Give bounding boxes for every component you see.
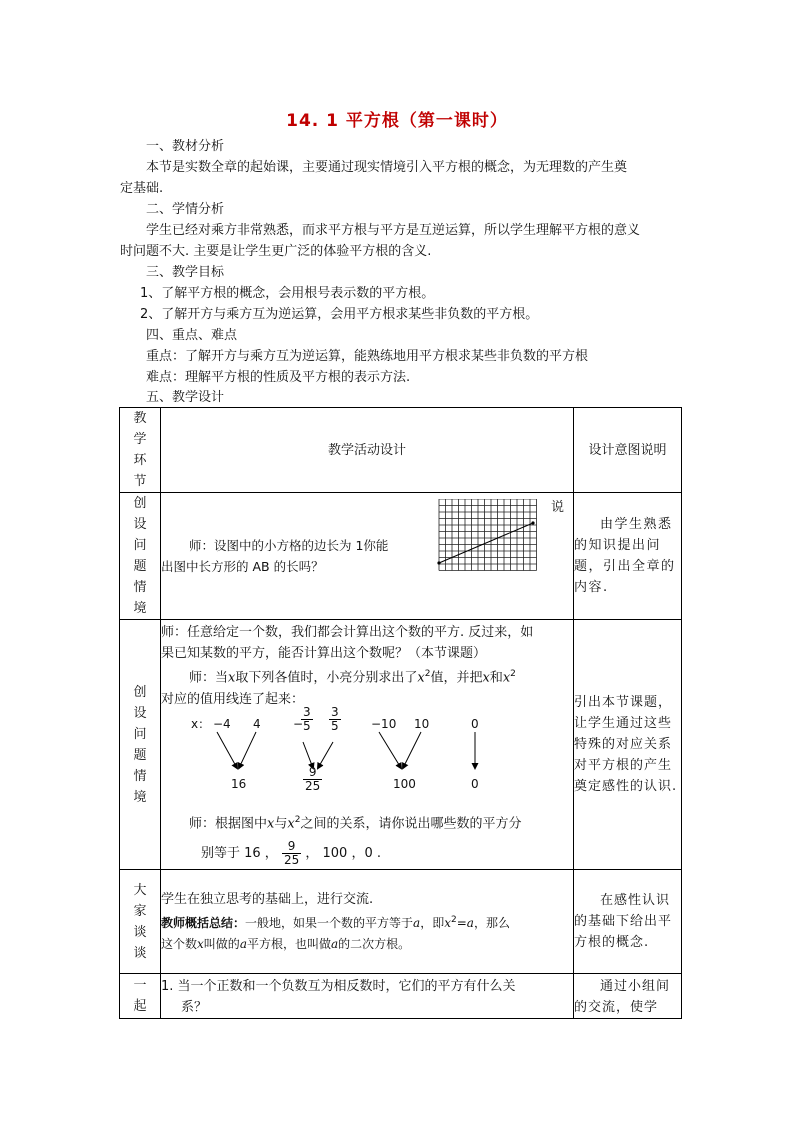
section-heading-key-points: 四、重点、难点 (146, 328, 238, 343)
definition-text: 这个数x叫做的a平方根，也叫做a的二次方根。 (161, 936, 411, 951)
arrow (217, 732, 237, 768)
square-value: $\frac{9}{25}$ (305, 764, 321, 793)
paragraph-text: 定基础. (120, 181, 164, 196)
header-section: 教 学 环 节 (120, 408, 161, 493)
page-title: 14. 1 平方根（第一课时） (286, 111, 508, 131)
grid-lines (439, 499, 537, 571)
section-heading-design: 五、教学设计 (146, 390, 225, 405)
mapping-arrows (161, 728, 561, 776)
activity-cell (161, 974, 574, 1019)
header-activity: 教学活动设计 (161, 408, 574, 493)
activity-text: 果已知某数的平方，能否计算出这个数呢？（本节课题） (161, 646, 487, 662)
row-section: 创 设 问 题 情 境 (120, 620, 161, 870)
x-value: 10 (414, 716, 430, 731)
table-row (120, 974, 682, 1019)
arrow (403, 732, 421, 768)
difficult-point: 难点：理解平方根的性质及平方根的表示方法. (146, 370, 411, 385)
activity-text: 师：根据图中x与$x^2$之间的关系，请你说出哪些数的平方分 (189, 814, 522, 831)
paragraph-text: 本节是实数全章的起始课，主要通过现实情境引入平方根的概念，为无理数的产生奠 (146, 160, 628, 175)
mapping-diagram (161, 704, 573, 810)
table-header-row (120, 408, 682, 493)
square-value: 0 (471, 776, 479, 791)
row-section: 创 设 问 题 情 境 (120, 493, 161, 620)
key-point: 重点：了解开方与乘方互为逆运算，能熟练地用平方根求某些非负数的平方根 (146, 349, 589, 364)
table-row (120, 620, 682, 870)
teaching-design-table (119, 407, 682, 1019)
activity-cell (161, 620, 574, 870)
goal-item: 2、了解开方与乘方互为逆运算，会用平方根求某些非负数的平方根。 (140, 307, 539, 322)
intent-cell: 在感性认识的基础下给出平方根的概念. (574, 870, 682, 974)
x-value: − (293, 716, 304, 731)
section-heading-students: 二、学情分析 (146, 202, 225, 217)
x-value: −10 (371, 716, 397, 731)
activity-text: 1. 当一个正数和一个负数互为相反数时，它们的平方有什么关 (161, 979, 516, 994)
x-value: 0 (471, 716, 479, 731)
activity-text: 出图中长方形的 AB 的长吗？ (161, 559, 324, 574)
activity-text: 师：当x取下列各值时，小亮分别求出了$x^2$值，并把x和$x^2$ (189, 669, 516, 686)
intent-cell: 由学生熟悉的知识提出问题，引出全章的内容. (574, 493, 682, 620)
activity-text: 系？ (181, 1000, 208, 1015)
table-row (120, 870, 682, 974)
table-row (120, 493, 682, 620)
activity-text: 师：设图中的小方格的边长为 1你能 (189, 538, 389, 553)
intent-cell: 通过小组间的交流，使学 (574, 974, 682, 1019)
segment-ab (439, 523, 533, 563)
arrow (379, 732, 401, 768)
activity-text: 师：任意给定一个数，我们都会计算出这个数的平方. 反过来，如 (161, 625, 534, 641)
activity-cell (161, 493, 574, 620)
activity-cell (161, 870, 574, 974)
definition-text: 教师概括总结：一般地，如果一个数的平方等于a，即$x^2=a$，那么 (161, 914, 510, 930)
arrow (303, 742, 313, 768)
arrow (239, 732, 256, 768)
square-value: 100 (393, 776, 416, 791)
x-label: x： (191, 716, 211, 731)
x-value: $\frac{3}{5}$ (331, 704, 339, 733)
paragraph-text: 学生已经对乘方非常熟悉，而求平方根与平方是互逆运算，所以学生理解平方根的意义 (146, 223, 641, 238)
arrow (318, 742, 333, 768)
x-value: $\frac{3}{5}$ (303, 704, 311, 733)
header-intent: 设计意图说明 (574, 408, 682, 493)
row-section: 大 家 谈 谈 (120, 870, 161, 974)
point-a (437, 561, 440, 564)
intent-cell: 引出本节课题，让学生通过这些特殊的对应关系对平方根的产生奠定感性的认识. (574, 620, 682, 870)
square-value: 16 (231, 776, 247, 791)
section-heading-textbook: 一、教材分析 (146, 139, 225, 154)
x-value: 4 (253, 716, 261, 731)
activity-text: 别等于 16 ， $\frac{9}{25}$ ， 100 ，0 . (201, 838, 381, 867)
activity-text: 说 (551, 500, 565, 515)
row-section: 一 起 (120, 974, 161, 1019)
paragraph-text: 时问题不大. 主要是让学生更广泛的体验平方根的含义. (120, 244, 432, 259)
grid-figure (437, 499, 539, 571)
x-value: −4 (213, 716, 231, 731)
goal-item: 1、了解平方根的概念，会用根号表示数的平方根。 (140, 286, 435, 301)
section-heading-goals: 三、教学目标 (146, 265, 225, 280)
point-b (531, 521, 534, 524)
activity-text: 对应的值用线连了起来： (161, 691, 305, 707)
activity-text: 学生在独立思考的基础上，进行交流. (161, 891, 374, 907)
